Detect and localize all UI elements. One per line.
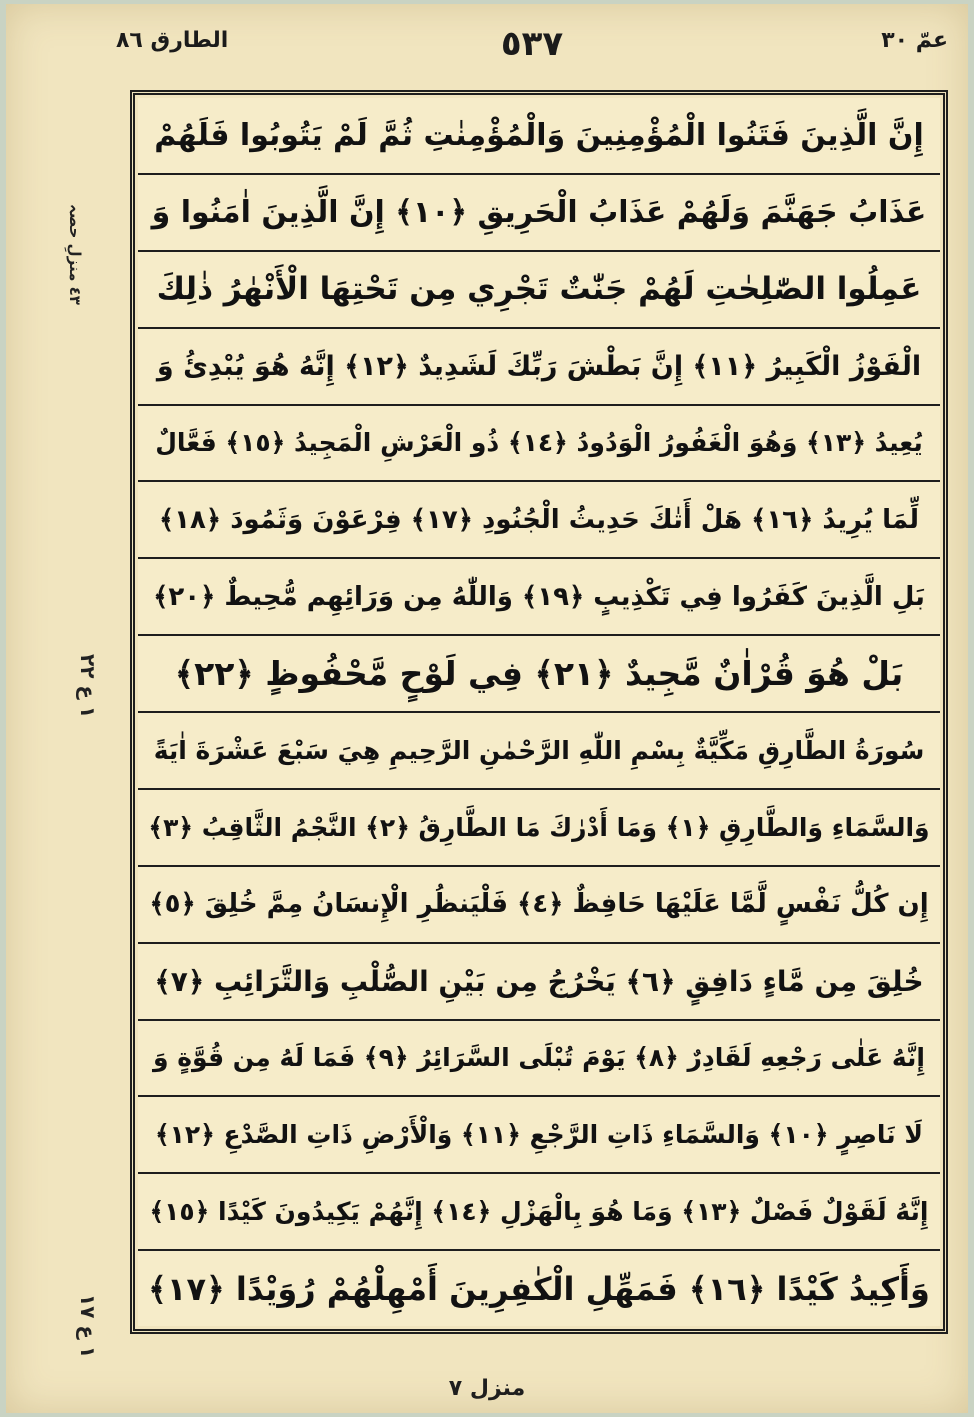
manzil-footer: منزل ٧	[448, 1376, 526, 1401]
text-line: الْفَوْزُ الْكَبِيرُ ﴿١١﴾ إِنَّ بَطْشَ رَبِّكَ لَشَدِيدٌ ﴿١٢﴾ إِنَّهُ هُوَ يُبْدِئُ وَ	[138, 329, 940, 406]
text-frame	[130, 90, 948, 1334]
text-line: إِنَّهُ عَلٰى رَجْعِهِ لَقَادِرٌ ﴿٨﴾ يَوْمَ تُبْلَى السَّرَائِرُ ﴿٩﴾ فَمَا لَهُ مِن قُوَّةٍ وَ	[138, 1021, 940, 1098]
text-line: لَا نَاصِرٍ ﴿١٠﴾ وَالسَّمَاءِ ذَاتِ الرَّجْعِ ﴿١١﴾ وَالْأَرْضِ ذَاتِ الصَّدْعِ ﴿١٢﴾	[138, 1097, 940, 1174]
text-line: عَمِلُوا الصّٰلِحٰتِ لَهُمْ جَنّٰتٌ تَجْرِي مِن تَحْتِهَا الْأَنْهٰرُ ذٰلِكَ	[138, 252, 940, 329]
quran-page	[6, 4, 968, 1413]
text-line: بَلْ هُوَ قُرْاٰنٌ مَّجِيدٌ ﴿٢١﴾ فِي لَوْحٍ مَّحْفُوظٍ ﴿٢٢﴾	[138, 636, 940, 713]
text-line: إِن كُلُّ نَفْسٍ لَّمَّا عَلَيْهَا حَافِظٌ ﴿٤﴾ فَلْيَنظُرِ الْإِنسَانُ مِمَّ خُلِقَ ﴿٥﴾	[138, 867, 940, 944]
surah-name-header: الطارق ٨٦	[116, 28, 229, 53]
surah-title-line: سُورَةُ الطَّارِقِ مَكِّيَّةٌ بِسْمِ اللّٰهِ الرَّحْمٰنِ الرَّحِيمِ هِيَ سَبْعَ عَشْرَةَ اٰيَةً	[138, 713, 940, 790]
text-lines	[138, 98, 940, 1326]
margin-note-top: ٤٣ منزلِ حصہ	[66, 204, 84, 305]
text-line: خُلِقَ مِن مَّاءٍ دَافِقٍ ﴿٦﴾ يَخْرُجُ مِن بَيْنِ الصُّلْبِ وَالتَّرَائِبِ ﴿٧﴾	[138, 944, 940, 1021]
text-line: عَذَابُ جَهَنَّمَ وَلَهُمْ عَذَابُ الْحَرِيقِ ﴿١٠﴾ إِنَّ الَّذِينَ اٰمَنُوا وَ	[138, 175, 940, 252]
text-line: وَأَكِيدُ كَيْدًا ﴿١٦﴾ فَمَهِّلِ الْكٰفِرِينَ أَمْهِلْهُمْ رُوَيْدًا ﴿١٧﴾	[138, 1251, 940, 1326]
text-line: وَالسَّمَاءِ وَالطَّارِقِ ﴿١﴾ وَمَا أَدْرٰكَ مَا الطَّارِقُ ﴿٢﴾ النَّجْمُ الثَّاقِبُ ﴿٣﴾	[138, 790, 940, 867]
page-number: ٥٣٧	[500, 24, 564, 64]
text-line: لِّمَا يُرِيدُ ﴿١٦﴾ هَلْ أَتٰكَ حَدِيثُ الْجُنُودِ ﴿١٧﴾ فِرْعَوْنَ وَثَمُودَ ﴿١٨﴾	[138, 482, 940, 559]
juz-label: عمّ ٣٠	[881, 28, 948, 53]
text-line: إِنَّ الَّذِينَ فَتَنُوا الْمُؤْمِنِينَ وَالْمُؤْمِنٰتِ ثُمَّ لَمْ يَتُوبُوا فَلَهُمْ	[138, 98, 940, 175]
margin-note-ruku-2: ١ ع ١٧	[76, 1294, 100, 1359]
text-line: بَلِ الَّذِينَ كَفَرُوا فِي تَكْذِيبٍ ﴿١٩﴾ وَاللّٰهُ مِن وَرَائِهِم مُّحِيطٌ ﴿٢٠﴾	[138, 559, 940, 636]
page-header	[116, 24, 948, 64]
margin-note-ruku-1: ١ ع ٢٢	[76, 654, 100, 719]
text-line: يُعِيدُ ﴿١٣﴾ وَهُوَ الْغَفُورُ الْوَدُودُ ﴿١٤﴾ ذُو الْعَرْشِ الْمَجِيدُ ﴿١٥﴾ فَعَّالٌ	[138, 406, 940, 483]
text-line: إِنَّهُ لَقَوْلٌ فَصْلٌ ﴿١٣﴾ وَمَا هُوَ بِالْهَزْلِ ﴿١٤﴾ إِنَّهُمْ يَكِيدُونَ كَيْدًا ﴿١٥﴾	[138, 1174, 940, 1251]
